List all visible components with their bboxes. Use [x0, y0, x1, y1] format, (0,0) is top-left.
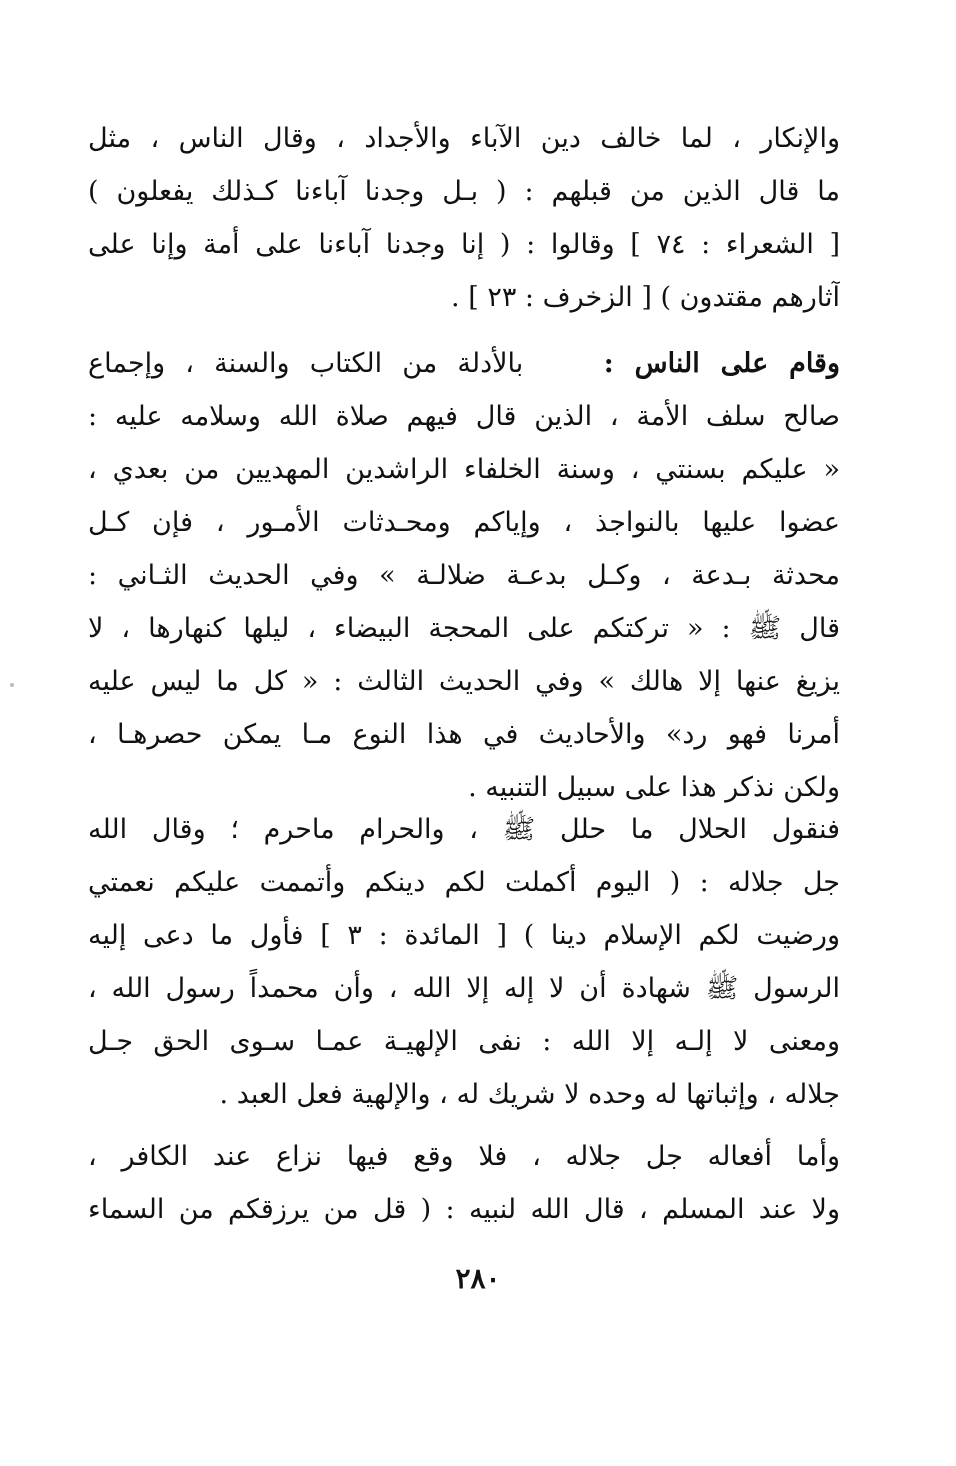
- scan-speck: [10, 683, 14, 687]
- text-line: ما قال الذين من قبلهم : ( بـل وجدنا آباءنا كـذلك يفعلون ): [88, 176, 840, 207]
- text-line: وأما أفعاله جل جلاله ، فلا وقع فيها نزاع عند الكافر ،: [88, 1141, 840, 1172]
- text-line: والإنكار ، لما خالف دين الآباء والأجداد ، وقال الناس ، مثل: [88, 123, 840, 154]
- text-line: ومعنى لا إلـه إلا الله : نفى الإلهيـة عمـا سـوى الحق جـل: [88, 1026, 840, 1057]
- text-line: جلاله ، وإثباتها له وحده لا شريك له ، والإلهية فعل العبد .: [219, 1079, 840, 1110]
- text-line: أمرنا فهو رد» والأحاديث في هذا النوع مـا يمكن حصرهـا ،: [88, 719, 840, 750]
- paragraph-4: [88, 1130, 840, 1236]
- text-line: جل جلاله : ( اليوم أكملت لكم دينكم وأتممت عليكم نعمتي: [88, 867, 840, 898]
- text-line: صالح سلف الأمة ، الذين قال فيهم صلاة الله وسلامه عليه :: [88, 401, 840, 432]
- text-line: آثارهم مقتدون ) [ الزخرف : ٢٣ ] .: [451, 282, 840, 313]
- text-line: محدثة بـدعة ، وكـل بدعـة ضلالـة » وفي الحديث الثـاني :: [88, 560, 840, 591]
- text-line: عضوا عليها بالنواجذ ، وإياكم ومحـدثات الأمـور ، فإن كـل: [88, 507, 840, 538]
- text-line: ولا عند المسلم ، قال الله لنبيه : ( قل من يرزقكم من السماء: [88, 1194, 840, 1225]
- text-line: فنقول الحلال ما حلل ﷺ ، والحرام ماحرم ؛ وقال الله: [88, 814, 840, 845]
- text-line: [ الشعراء : ٧٤ ] وقالوا : ( إنا وجدنا آباءنا على أمة وإنا على: [88, 229, 840, 260]
- paragraph-2: [88, 337, 840, 814]
- text-line: قال ﷺ : « تركتكم على المحجة البيضاء ، ليلها كنهارها ، لا: [88, 613, 840, 644]
- paragraph-3: [88, 803, 840, 1121]
- paragraph-lead: وقام على الناس :: [603, 348, 840, 379]
- paragraph-1: [88, 112, 840, 324]
- text-line: يزيغ عنها إلا هالك » وفي الحديث الثالث : « كل ما ليس عليه: [88, 666, 840, 697]
- page-number: ٢٨٠: [455, 1262, 501, 1295]
- text-line-with-lead: [88, 337, 840, 390]
- text-line: ورضيت لكم الإسلام دينا ) [ المائدة : ٣ ] فأول ما دعى إليه: [88, 920, 840, 951]
- text-line: ولكن نذكر هذا على سبيل التنبيه .: [468, 772, 840, 803]
- paragraph-lead-rest: بالأدلة من الكتاب والسنة ، وإجماع: [88, 348, 524, 379]
- text-line: الرسول ﷺ شهادة أن لا إله إلا الله ، وأن محمداً رسول الله ،: [88, 973, 840, 1004]
- text-line: « عليكم بسنتي ، وسنة الخلفاء الراشدين المهديين من بعدي ،: [88, 454, 840, 485]
